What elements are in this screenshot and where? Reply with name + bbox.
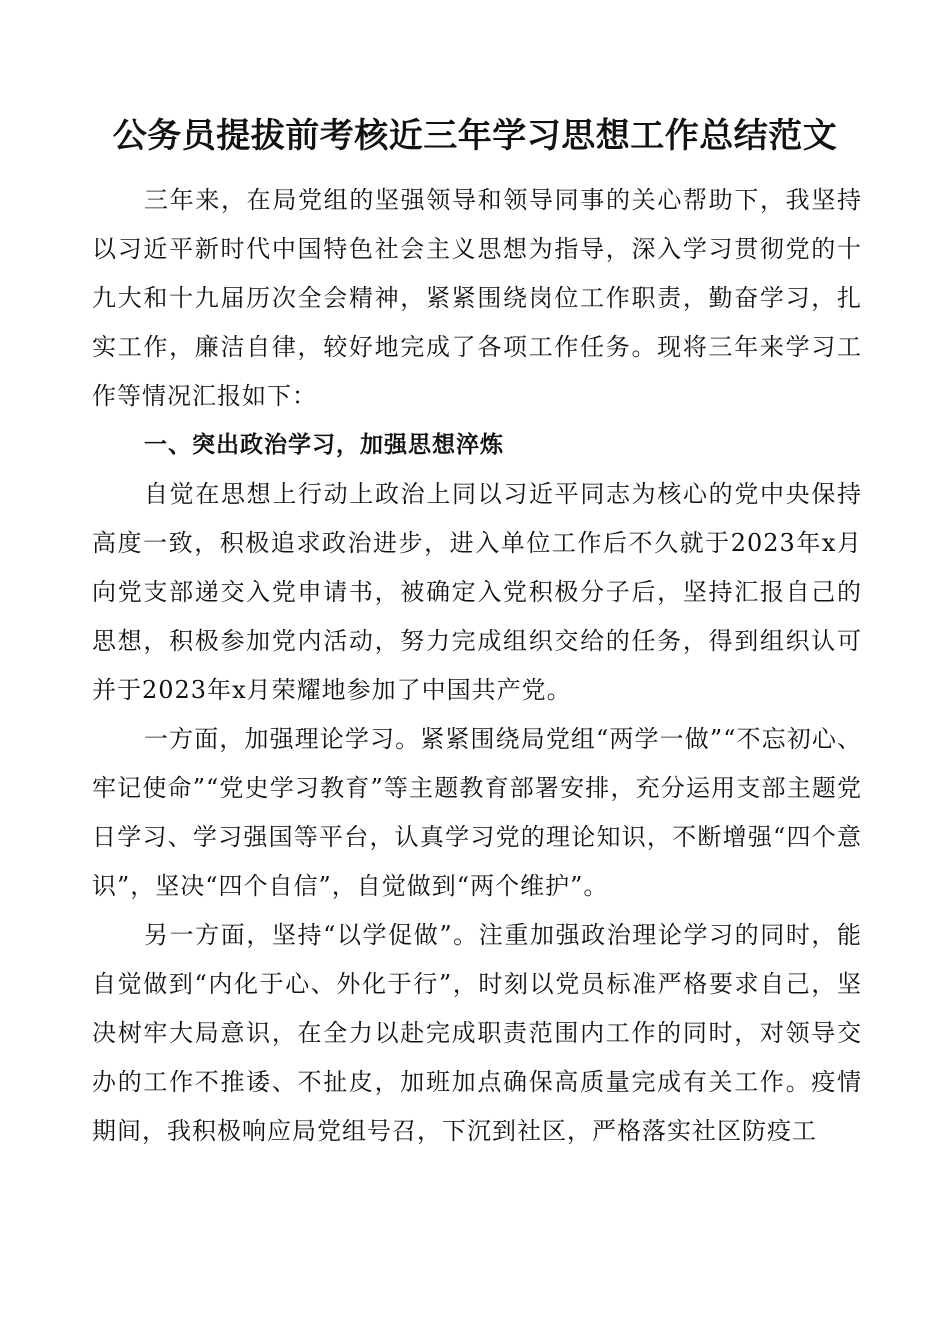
intro-paragraph: 三年来，在局党组的坚强领导和领导同事的关心帮助下，我坚持以习近平新时代中国特色社会主义思想为指导，深入学习贯彻党的十九大和十九届历次全会精神，紧紧围绕岗位工作职责，勤奋学习，扎实工作，廉洁自律，较好地完成了各项工作任务。现将三年来学习工作等情况汇报如下：	[92, 186, 862, 410]
body-paragraph: 自觉在思想上行动上政治上同以习近平同志为核心的党中央保持高度一致，积极追求政治进步，进入单位工作后不久就于2023年x月向党支部递交入党申请书，被确定入党积极分子后，坚持汇报自己的思想，积极参加党内活动，努力完成组织交给的任务，得到组织认可并于2023年x月荣耀地参加了中国共产党。	[92, 480, 862, 704]
body-paragraph: 另一方面，坚持“以学促做”。注重加强政治理论学习的同时，能自觉做到“内化于心、外化于行”，时刻以党员标准严格要求自己，坚决树牢大局意识，在全力以赴完成职责范围内工作的同时，对领导交办的工作不推诿、不扯皮，加班加点确保高质量完成有关工作。疫情期间，我积极响应局党组号召，下沉到社区，严格落实社区防疫工	[92, 921, 862, 1145]
document-body	[92, 176, 862, 1156]
document-title: 公务员提拔前考核近三年学习思想工作总结范文	[112, 116, 838, 156]
body-paragraph: 一方面，加强理论学习。紧紧围绕局党组“两学一做”“不忘初心、牢记使命”“党史学习教育”等主题教育部署安排，充分运用支部主题党日学习、学习强国等平台，认真学习党的理论知识，不断增强“四个意识”，坚决“四个自信”，自觉做到“两个维护”。	[92, 725, 862, 900]
section-heading: 一、突出政治学习，加强思想淬炼	[144, 432, 504, 458]
